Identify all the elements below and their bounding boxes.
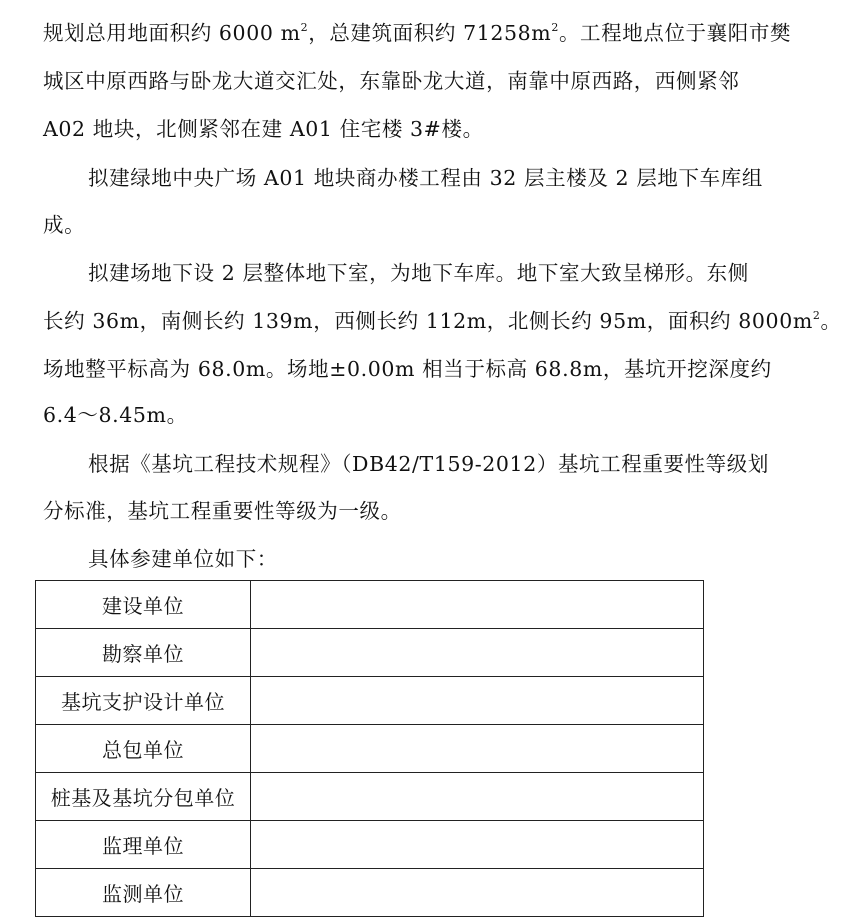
unit-label-cell: 建设单位	[36, 581, 251, 629]
paragraph-3-line-3: 场地整平标高为 68.0m。场地±0.00m 相当于标高 68.8m，基坑开挖深度约	[43, 357, 772, 381]
unit-value-cell	[251, 725, 704, 773]
text-span: 长约 36m，南侧长约 139m，西侧长约 112m，北侧长约 95m，面积约 8000m	[43, 309, 813, 333]
paragraph-3-line-4: 6.4～8.45m。	[43, 403, 188, 427]
unit-value-cell	[251, 581, 704, 629]
paragraph-4-line-2: 分标准，基坑工程重要性等级为一级。	[43, 499, 402, 523]
table-row	[36, 773, 704, 821]
paragraph-3-line-1: 拟建场地下设 2 层整体地下室，为地下车库。地下室大致呈梯形。东侧	[88, 261, 749, 285]
paragraph-1-line-3: A02 地块，北侧紧邻在建 A01 住宅楼 3#楼。	[43, 117, 484, 141]
table-row	[36, 869, 704, 917]
unit-label-cell: 监理单位	[36, 821, 251, 869]
paragraph-2-line-2: 成。	[43, 213, 86, 237]
text-span: 。工程地点位于襄阳市樊	[558, 21, 792, 45]
table-row	[36, 629, 704, 677]
table-row	[36, 581, 704, 629]
paragraph-4-line-1: 根据《基坑工程技术规程》（DB42/T159-2012）基坑工程重要性等级划	[88, 452, 769, 476]
paragraph-3-line-2	[43, 309, 842, 333]
unit-value-cell	[251, 773, 704, 821]
paragraph-1-line-1	[43, 21, 791, 45]
superscript: 2	[551, 21, 559, 34]
participating-units-table	[35, 580, 704, 917]
table-row	[36, 725, 704, 773]
text-span: 。	[820, 309, 842, 333]
unit-value-cell	[251, 869, 704, 917]
unit-value-cell	[251, 821, 704, 869]
superscript: 2	[300, 21, 309, 34]
table-row	[36, 821, 704, 869]
superscript: 2	[812, 309, 821, 322]
paragraph-5-line-1: 具体参建单位如下：	[88, 547, 278, 571]
table-row	[36, 677, 704, 725]
text-span: ，总建筑面积约 71258m	[308, 21, 552, 45]
unit-value-cell	[251, 629, 704, 677]
unit-label-cell: 基坑支护设计单位	[36, 677, 251, 725]
paragraph-1-line-2: 城区中原西路与卧龙大道交汇处，东靠卧龙大道，南靠中原西路，西侧紧邻	[43, 69, 740, 93]
paragraph-2-line-1: 拟建绿地中央广场 A01 地块商办楼工程由 32 层主楼及 2 层地下车库组	[88, 166, 763, 190]
unit-label-cell: 总包单位	[36, 725, 251, 773]
text-span: 规划总用地面积约 6000 m	[43, 21, 301, 45]
unit-label-cell: 桩基及基坑分包单位	[36, 773, 251, 821]
unit-label-cell: 监测单位	[36, 869, 251, 917]
unit-value-cell	[251, 677, 704, 725]
unit-label-cell: 勘察单位	[36, 629, 251, 677]
